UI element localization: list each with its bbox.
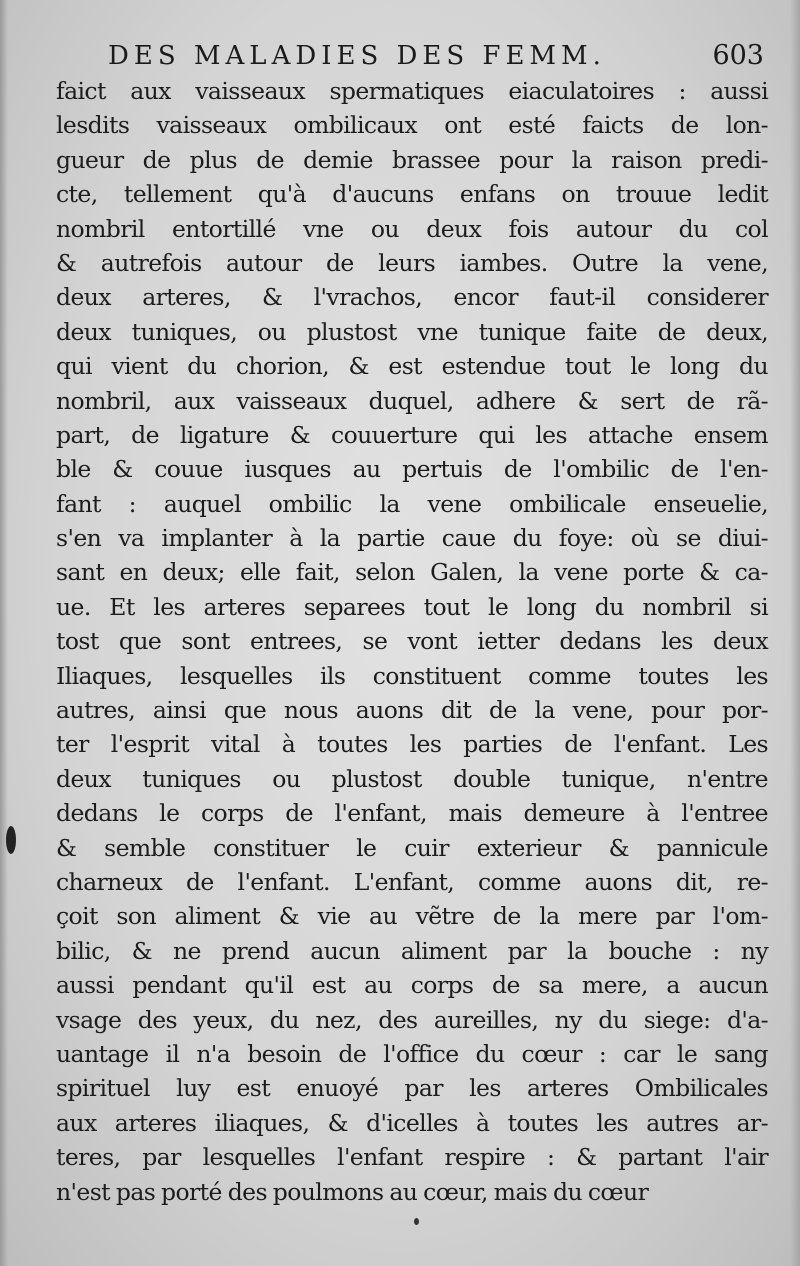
- text-line: qui vient du chorion, & est estendue tout le long du: [56, 352, 768, 381]
- text-line: nombril, aux vaisseaux duquel, adhere & sert de rã-: [56, 386, 768, 415]
- text-line: cte, tellement qu'à d'aucuns enfans on trouue ledit: [56, 180, 768, 209]
- text-line: uantage il n'a besoin de l'office du cœur : car le sang: [56, 1039, 768, 1068]
- text-line: part, de ligature & couuerture qui les attache ensem: [56, 420, 768, 449]
- page-number: 603: [712, 40, 764, 71]
- text-line: & semble constituer le cuir exterieur & pannicule: [56, 833, 768, 862]
- text-line: s'en va implanter à la partie caue du foye: où se diui-: [56, 524, 768, 553]
- text-line: ter l'esprit vital à toutes les parties de l'enfant. Les: [56, 730, 768, 759]
- text-line: tost que sont entrees, se vont ietter dedans les deux: [56, 627, 768, 656]
- text-line: dedans le corps de l'enfant, mais demeure à l'entree: [56, 799, 768, 828]
- text-line: gueur de plus de demie brassee pour la raison predi-: [56, 145, 768, 174]
- body-text: [56, 74, 768, 1209]
- page-edge-shadow-right: [790, 0, 800, 1266]
- text-line: Iliaques, lesquelles ils constituent comme toutes les: [56, 661, 768, 690]
- ink-blot: [6, 826, 16, 854]
- text-line: faict aux vaisseaux spermatiques eiaculatoires : aussi: [56, 77, 768, 105]
- text-line: lesdits vaisseaux ombilicaux ont esté faicts de lon-: [56, 111, 768, 140]
- text-line: nombril entortillé vne ou deux fois autour du col: [56, 214, 768, 243]
- text-line: aux arteres iliaques, & d'icelles à toutes les autres ar-: [56, 1108, 768, 1137]
- text-line: n'est pas porté des poulmons au cœur, mais du cœur: [56, 1177, 649, 1206]
- ink-dot: [414, 1218, 419, 1225]
- running-title: DES MALADIES DES FEMM.: [108, 41, 606, 71]
- text-line: deux arteres, & l'vrachos, encor faut-il considerer: [56, 283, 768, 312]
- text-line: charneux de l'enfant. L'enfant, comme auons dit, re-: [56, 867, 768, 896]
- text-line: deux tuniques, ou plustost vne tunique faite de deux,: [56, 317, 768, 346]
- text-line: çoit son aliment & vie au vẽtre de la mere par l'om-: [56, 902, 768, 931]
- text-line: spirituel luy est enuoyé par les arteres Ombilicales: [56, 1074, 768, 1103]
- text-line: vsage des yeux, du nez, des aureilles, ny du siege: d'a-: [56, 1005, 768, 1034]
- text-line: ue. Et les arteres separees tout le long du nombril si: [56, 592, 768, 621]
- text-line: ble & couue iusques au pertuis de l'ombilic de l'en-: [56, 455, 768, 484]
- text-line: & autrefois autour de leurs iambes. Outre la vene,: [56, 248, 768, 277]
- text-line: bilic, & ne prend aucun aliment par la bouche : ny: [56, 936, 768, 965]
- text-line: deux tuniques ou plustost double tunique, n'entre: [56, 764, 768, 793]
- text-line: teres, par lesquelles l'enfant respire : & partant l'air: [56, 1143, 768, 1172]
- text-line: sant en deux; elle fait, selon Galen, la vene porte & ca-: [56, 558, 768, 587]
- text-line: aussi pendant qu'il est au corps de sa mere, a aucun: [56, 971, 768, 1000]
- text-line: fant : auquel ombilic la vene ombilicale enseuelie,: [56, 489, 768, 518]
- page-edge-shadow-left: [0, 0, 8, 1266]
- text-line: autres, ainsi que nous auons dit de la vene, pour por-: [56, 696, 768, 725]
